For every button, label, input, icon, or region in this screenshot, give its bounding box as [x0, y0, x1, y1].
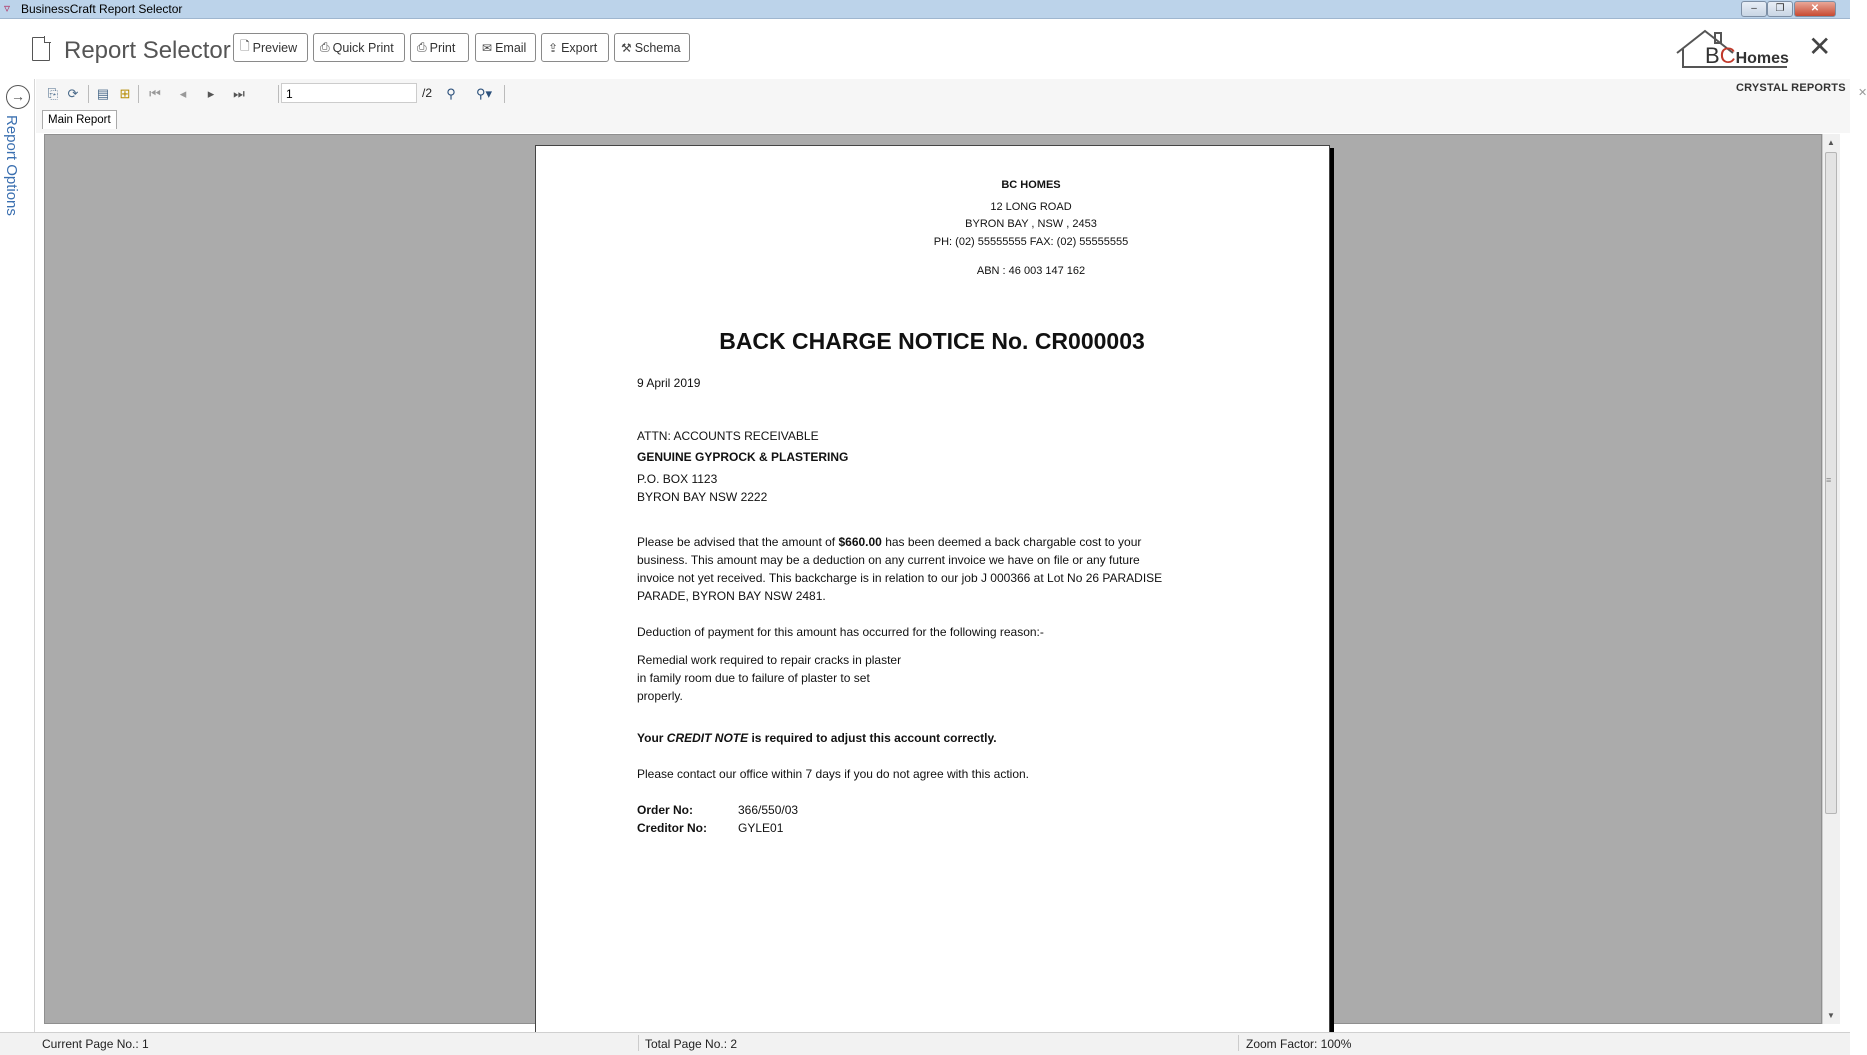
- first-page-icon[interactable]: ⏮: [149, 86, 161, 101]
- page-number-input[interactable]: 1: [281, 83, 417, 103]
- recipient-address-line1: P.O. BOX 1123: [637, 472, 718, 486]
- zoom-dropdown-icon[interactable]: ⚲▾: [475, 86, 493, 101]
- reason-line1: Remedial work required to repair cracks in plaster: [637, 653, 902, 667]
- window-title: BusinessCraft Report Selector: [21, 2, 183, 16]
- current-page-status: Current Page No.: 1: [42, 1037, 149, 1051]
- company-logo: [1705, 43, 1789, 69]
- company-name: BC HOMES: [1001, 179, 1061, 191]
- report-options-panel[interactable]: [0, 79, 35, 1032]
- export-icon: ⇪: [548, 40, 559, 55]
- reason-line2: in family room due to failure of plaster to set: [637, 671, 870, 685]
- backcharge-amount: $660.00: [838, 535, 882, 549]
- toggle-parameter-panel-icon[interactable]: ▤: [96, 86, 110, 101]
- advice-prefix: Please be advised that the amount of: [637, 535, 839, 549]
- report-options-label[interactable]: Report Options: [3, 115, 20, 216]
- viewer-toolbar: [36, 79, 1867, 109]
- scroll-grip-icon: ≡: [1826, 475, 1832, 485]
- preview-button[interactable]: [233, 33, 308, 62]
- close-icon[interactable]: ✕: [1808, 31, 1832, 62]
- export-report-icon[interactable]: ⎘: [47, 86, 59, 101]
- preview-label: Preview: [252, 40, 298, 55]
- find-binoculars-icon[interactable]: ⚲: [446, 86, 456, 101]
- zoom-factor-status: Zoom Factor: 100%: [1246, 1037, 1352, 1051]
- page-total-label: /2: [422, 86, 433, 100]
- header: [0, 19, 1850, 79]
- deduction-intro: Deduction of payment for this amount has occurred for the following reason:-: [637, 625, 1044, 639]
- recipient-name: GENUINE GYPROCK & PLASTERING: [637, 450, 849, 464]
- order-number-value: 366/550/03: [738, 803, 799, 817]
- report-page: [535, 145, 1330, 1037]
- advice-suffix: has been deemed a back chargable cost to your: [881, 535, 1142, 549]
- print-button[interactable]: [410, 33, 469, 62]
- toolbar-divider: [138, 85, 139, 103]
- advice-paragraph-line4: PARADE, BYRON BAY NSW 2481.: [637, 589, 826, 603]
- advice-paragraph-line1: [637, 535, 1141, 549]
- arrow-right-icon[interactable]: →: [6, 85, 30, 109]
- printer-icon: ⎙: [417, 40, 427, 54]
- restore-button[interactable]: ❐: [1767, 1, 1793, 17]
- quick-print-button[interactable]: [313, 33, 405, 62]
- previous-page-icon[interactable]: ◂: [179, 86, 187, 101]
- last-page-icon[interactable]: ⏭: [233, 86, 245, 101]
- reason-line3: properly.: [637, 689, 683, 703]
- schema-label: Schema: [634, 40, 681, 55]
- advice-paragraph-line2: business. This amount may be a deduction on any current invoice we have on file or any future: [637, 553, 1140, 567]
- crystal-reports-brand: CRYSTAL REPORTS: [1736, 82, 1846, 94]
- scroll-down-icon[interactable]: ▼: [1827, 1011, 1835, 1020]
- close-icon[interactable]: ✕: [1858, 87, 1867, 99]
- page-title: Report Selector: [64, 37, 231, 64]
- status-divider: [638, 1035, 639, 1051]
- minimize-button[interactable]: –: [1741, 1, 1767, 17]
- company-abn: ABN : 46 003 147 162: [976, 265, 1086, 277]
- credit-prefix: Your: [637, 731, 667, 745]
- wrench-icon: ⚒: [621, 40, 632, 55]
- total-page-status: Total Page No.: 2: [645, 1037, 738, 1051]
- next-page-icon[interactable]: ▸: [207, 86, 215, 101]
- print-label: Print: [429, 40, 456, 55]
- contact-instruction: Please contact our office within 7 days if you do not agree with this action.: [637, 767, 1030, 781]
- app-icon: ▿: [4, 1, 11, 15]
- company-phone-fax: PH: (02) 55555555 FAX: (02) 55555555: [933, 236, 1129, 248]
- refresh-icon[interactable]: ⟳: [67, 86, 79, 101]
- recipient-address-line2: BYRON BAY NSW 2222: [637, 490, 768, 504]
- advice-paragraph-line3: invoice not yet received. This backcharge is in relation to our job J 000366 at Lot No 26 PARADISE: [637, 571, 1163, 585]
- logo-word-homes: Homes: [1735, 50, 1789, 67]
- export-button[interactable]: [541, 33, 609, 62]
- attention-line: ATTN: ACCOUNTS RECEIVABLE: [637, 429, 819, 443]
- company-address-line2: BYRON BAY , NSW , 2453: [965, 218, 1097, 230]
- credit-suffix: is required to adjust this account correctly.: [748, 731, 997, 745]
- toolbar-divider: [278, 85, 279, 103]
- printer-icon: ⎙: [320, 40, 330, 54]
- toolbar-divider: [88, 85, 89, 103]
- credit-note-request: [637, 731, 997, 745]
- report-tabs: [36, 109, 1850, 133]
- toolbar-divider: [504, 85, 505, 103]
- company-address-line1: 12 LONG ROAD: [990, 201, 1072, 213]
- envelope-icon: ✉: [482, 40, 493, 55]
- page-icon: 🗋: [240, 39, 250, 53]
- report-document-icon: [32, 37, 50, 61]
- creditor-number-value: GYLE01: [738, 821, 784, 835]
- tab-main-report[interactable]: Main Report: [42, 110, 117, 129]
- notice-heading: BACK CHARGE NOTICE No. CR000003: [719, 328, 1145, 354]
- logo-letter-c: C: [1719, 43, 1736, 68]
- window-close-button[interactable]: ✕: [1794, 1, 1836, 17]
- email-button[interactable]: [475, 33, 536, 62]
- status-bar: [0, 1032, 1850, 1055]
- order-number-label: Order No:: [637, 803, 694, 817]
- export-label: Export: [561, 40, 598, 55]
- title-bar: [0, 0, 1850, 19]
- schema-button[interactable]: [614, 33, 690, 62]
- status-divider: [1238, 1035, 1239, 1051]
- scroll-up-icon[interactable]: ▲: [1827, 138, 1835, 147]
- creditor-number-label: Creditor No:: [637, 821, 707, 835]
- logo-letter-b: B: [1705, 43, 1720, 68]
- email-label: Email: [495, 40, 527, 55]
- group-tree-icon[interactable]: ⊞: [119, 86, 131, 101]
- quick-print-label: Quick Print: [332, 40, 394, 55]
- notice-date: 9 April 2019: [637, 376, 701, 390]
- credit-note-term: CREDIT NOTE: [666, 731, 749, 745]
